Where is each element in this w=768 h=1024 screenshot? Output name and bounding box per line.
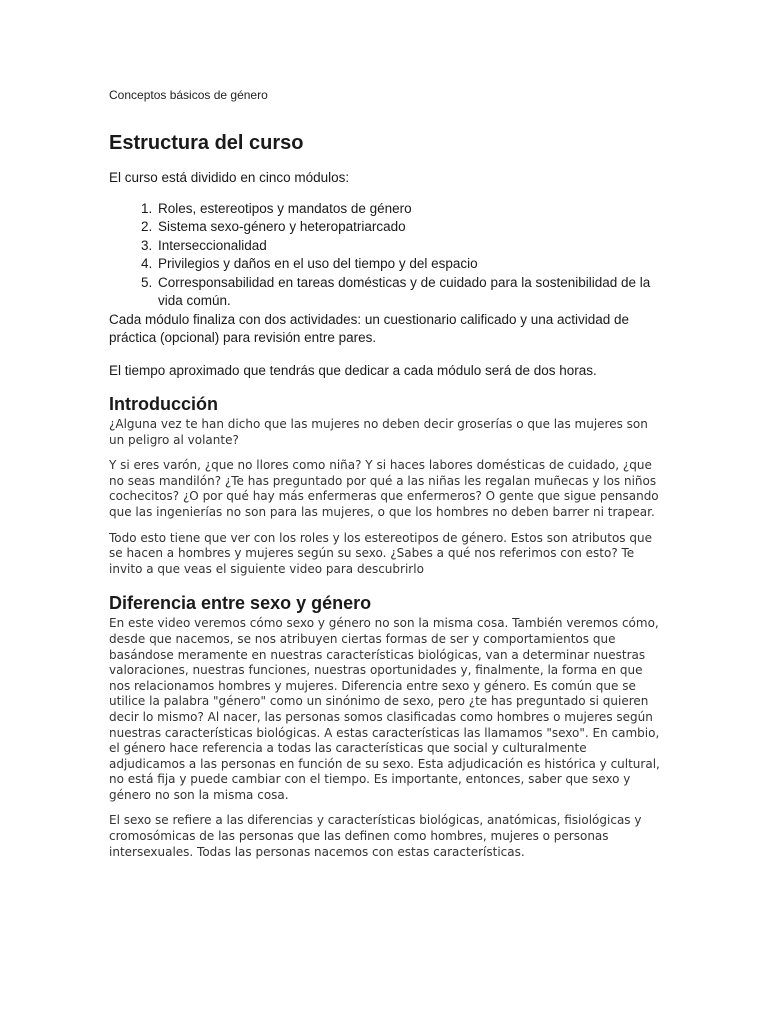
section-heading-difference: Diferencia entre sexo y género: [109, 593, 372, 614]
document-content: [109, 132, 664, 860]
module-item: 2. Sistema sexo-género y heteropatriarcado: [156, 218, 664, 237]
intro-paragraph: ¿Alguna vez te han dicho que las mujeres no deben decir groserías o que las mujeres son un peligro al volante?: [109, 417, 648, 447]
section-heading-structure: Estructura del curso: [109, 132, 304, 154]
module-item: 3. Interseccionalidad: [156, 237, 664, 256]
page-header-title: Conceptos básicos de género: [109, 88, 268, 102]
module-item: 5. Corresponsabilidad en tareas domésticas y de cuidado para la sostenibilidad de la vida común.: [156, 274, 664, 311]
module-list: [109, 200, 664, 311]
module-item: 1. Roles, estereotipos y mandatos de género: [156, 200, 664, 219]
section-heading-introduction: Introducción: [109, 394, 218, 414]
intro-paragraph: Y si eres varón, ¿que no llores como niña? Y si haces labores domésticas de cuidado, ¿que no seas mandilón? ¿Te has preguntado por qué a las niñas les regalan muñecas y los niños cochecitos? ¿O por qué hay más enfermeras que enfermeros? O gente que sigue pensando que las ingenierías no son para las mujeres, o que los hombres no deben barrer ni trapear.: [109, 458, 659, 519]
structure-intro: El curso está dividido en cinco módulos:: [109, 170, 350, 185]
difference-paragraph: El sexo se refiere a las diferencias y características biológicas, anatómicas, fisiológicas y cromosómicas de las personas que las definen como hombres, mujeres o personas intersexuales. Todas las personas nacemos con estas características.: [109, 813, 642, 859]
activities-paragraph: Cada módulo finaliza con dos actividades: un cuestionario calificado y una actividad de práctica (opcional) para revisión entre pares.: [109, 311, 630, 345]
difference-paragraph: En este video veremos cómo sexo y género no son la misma cosa. También veremos cómo, desde que nacemos, se nos atribuyen ciertas formas de ser y comportamientos que basándose meramente en nuestras características biológicas, van a determinar nuestras valoraciones, nuestras funciones, nuestras oportunidades y, finalmente, la forma en que nos relacionamos hombres y mujeres. Diferencia entre sexo y género. Es común que se utilice la palabra "género" como un sinónimo de sexo, pero ¿te has preguntado si quieren decir lo mismo? Al nacer, las personas somos clasificadas como hombres o mujeres según nuestras características biológicas. A estas características las llamamos "sexo". En cambio, el género hace referencia a todas las características que social y culturalmente adjudicamos a las personas en función de su sexo. Esta adjudicación es histórica y cultural, no está fija y puede cambiar con el tiempo. Es importante, entonces, saber que sexo y género no son la misma cosa.: [109, 616, 660, 802]
time-paragraph: El tiempo aproximado que tendrás que dedicar a cada módulo será de dos horas.: [109, 362, 597, 378]
intro-paragraph: Todo esto tiene que ver con los roles y los estereotipos de género. Estos son atributos que se hacen a hombres y mujeres según su sexo. ¿Sabes a qué nos referimos con esto? Te invito a que veas el siguiente video para descubrirlo: [109, 530, 652, 576]
module-item: 4. Privilegios y daños en el uso del tiempo y del espacio: [156, 255, 664, 274]
